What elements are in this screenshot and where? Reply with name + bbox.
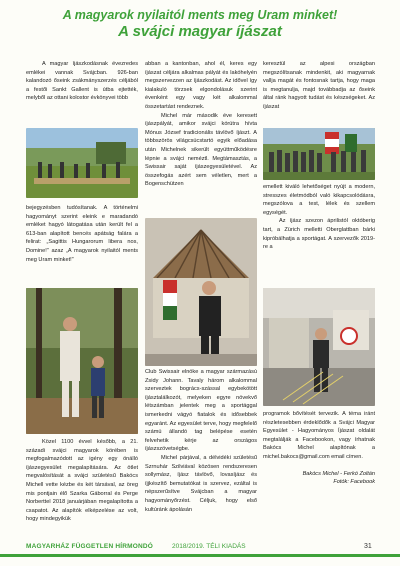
col2-paragraph-4: Michel párjával, a délvidéki születésű Szrnuhár Szilviával közösen rendszeresen sollymász, íjász távlövő, lovasíjász és íjjkészítő bemutatókat is szervez, ezáltal is népszerűsítve Svájcban a magyar hagyományőrzést. Céljuk, hogy első kultúránk ápolásán: [145, 454, 257, 513]
page-footer: [0, 540, 400, 556]
col3-paragraph-2: emellett kiváló lehetőséget nyújt a modern, stresszes életmódból való kikapcsolódásra, megszólova a test, lélek és szellem egységét.: [263, 184, 375, 216]
spacer: [263, 462, 375, 470]
photo-archer-with-flag: [145, 218, 257, 366]
footer-publication-name: MAGYARHÁZ FÜGGETLEN HÍRMONDÓ: [26, 543, 154, 550]
col1-text-middle: [26, 204, 138, 286]
author-credit: Bakócs Michel - Ferkó Zoltán: [302, 470, 375, 477]
col1-text-top: [26, 60, 138, 126]
col1-paragraph-3: Közel 1100 évvel később, a 21. századi svájci magyarok körében is megfogalmazódott az igény egy önálló íjászegyesület megalapítására. Az ötlet megvalósítását a svájci születésű Bakócs Michell vette kézbe és két társával, az öreg mis pontjain élő Szarka Gáborral és Perge Norberttel 2018 januárjában megalapította a csapatot. Az alapítók elképzelése az volt, hogy mindegyikük: [26, 439, 138, 523]
col3-text-middle: [263, 183, 375, 285]
col2-paragraph-2: Michel már második éve keresett íjászpályát, amikor svájci kórútra hívta Mónus József tradicionális távlövő íjászt. A többszörös világcsúcstartó egyik előadása után Michelnek sikerült együttműködésre lépnie a svájci neméztl. Megtámasztás, a Swissair saját íjászegyesületével. Az összefogás azért sem véletlen, mert a Bogenschützen: [145, 112, 257, 188]
col3-paragraph-4: programok bővítését tervezik. A téma iránt részletesebben érdeklődők a Svájci Magyar Egyesület - Hagyományos Íjászat oldalát megtalálják a Facebookon, vagy írhatnak Bakócs Michel alapítónak a michel.bakocs@gmail.com email címen.: [263, 411, 375, 460]
article-title-line2: A svájci magyar íjászat: [118, 23, 282, 40]
col3-text-bottom: [263, 410, 375, 538]
photo-indoor-archery: [263, 288, 375, 406]
page-number: 31: [364, 543, 372, 550]
photo-group-with-flags: [263, 128, 375, 180]
col1-paragraph-1: A magyar íjászkodásnak évezredes emlékei vannak Svájcban. 926-ban kalandozó őseink zsákmányszerzés céljából a festői Sankt Gallent is útba ejtették, melyből az ottani kolostor évkönyvei több: [26, 61, 138, 102]
article-title-line1: A magyarok nyilaitól ments meg Uram minket!: [62, 8, 338, 22]
photo-archers-field: [26, 128, 138, 198]
col3-text-top: [263, 60, 375, 126]
footer-edition: 2018/2019. TÉLI KIADÁS: [172, 543, 246, 550]
col2-paragraph-3: Club Swissair elnöke a magyar származású Zsidy Johann. Tavaly három alkalommal szerveztek bogrács-szással egybekötött íjásztalálkozót, melyeken egyre növekvő létszámban jelentek meg a sportággal ismerkedni vágyó fiatalok és idősebbek egyaránt. Az egyesület terve, hogy megfelelő számú állandó tag belépése esetén felvehetik kérje az országos íjászszövetségbe.: [145, 369, 257, 453]
col3-paragraph-3: Az íjász szezon áprilistól októberig tart, a Zürich melletti Oberglattban bárki kipróbálhatja a sportágat. A szervezők 2019-re a: [263, 218, 375, 251]
article-title-block: [0, 8, 400, 41]
col1-text-bottom: [26, 438, 138, 538]
photo-archer-with-child: [26, 288, 138, 434]
col2-text-bottom: [145, 368, 257, 538]
col3-paragraph-1: keresztül az alpesi országban megszólítsanak mindenkit, aki magyarnak vallja magát és fontosnak tartja, hogy maga is megtanulja, majd továbbadja az őseink által ránk hagyott tudást és készségeket. Az íjászat: [263, 61, 375, 110]
footer-rule: [0, 554, 400, 557]
col2-paragraph-1: abban a kantonban, ahol él, keres egy íjászat céljára alkalmas pályát és lakóhelyén megszervezzen az íjászkodást. Az idővel így kialakuló törzsek elgondolásuk szerint évenként egy vagy két alkalommal összetartást rendeznek.: [145, 61, 257, 110]
col2-text-top: [145, 60, 257, 220]
col1-paragraph-2: bejegyzésben tudósítanak. A történelmi hagyományt szerint eleink e maradandó emléket hagyó látogatása után került fel a 613-ban alapított bencés apátság falára a felirat: „Sagittis Hungarorum libera nos, Domine!” azaz „A magyarok nyilaitól ments meg Uram minket!”: [26, 205, 138, 263]
photo-credit: Fotók: Facebook: [333, 479, 375, 486]
